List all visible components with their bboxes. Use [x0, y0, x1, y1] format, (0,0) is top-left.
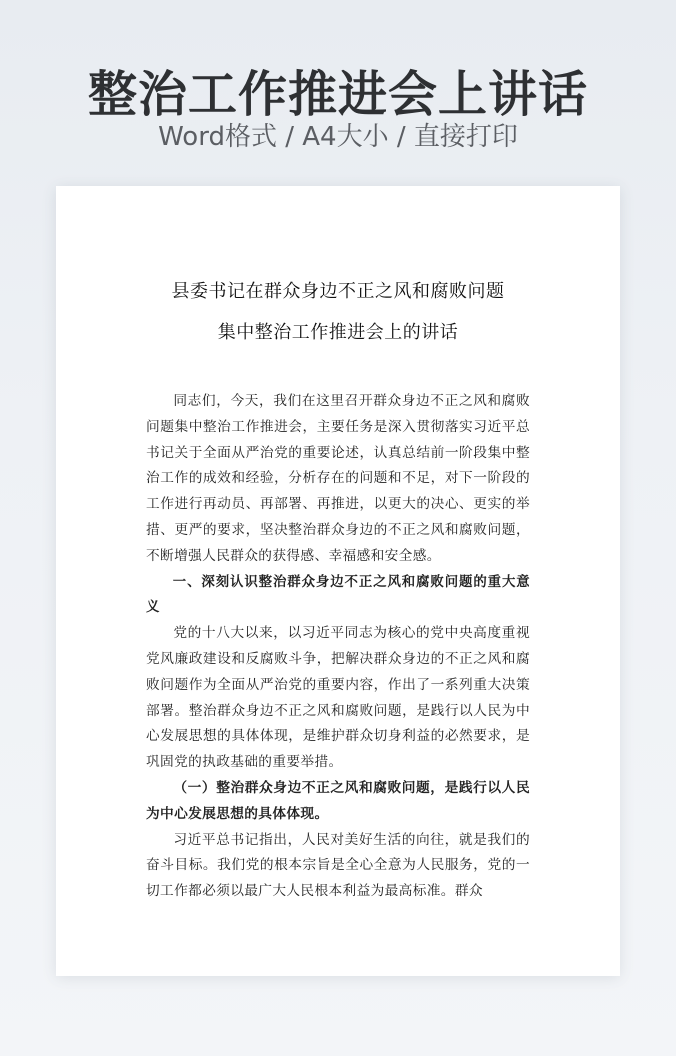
subsection-heading-1: （一）整治群众身边不正之风和腐败问题，是践行以人民为中心发展思想的具体体现。 [146, 779, 530, 822]
document-title-line-2: 集中整治工作推进会上的讲话 [217, 322, 459, 343]
document-page [56, 186, 620, 976]
document-title-line-1: 县委书记在群众身边不正之风和腐败问题 [171, 281, 505, 302]
paragraph-section-1: 党的十八大以来，以习近平同志为核心的党中央高度重视党风廉政建设和反腐败斗争，把解决群众身边的不正之风和腐败问题作为全面从严治党的重要内容，作出了一系列重大决策部署。整治群众身边不正之风和腐败问题，是践行以人民为中心发展思想的具体体现，是维护群众切身利益的必然要求，是巩固党的执政基础的重要举措。 [146, 625, 530, 771]
document-content [146, 282, 530, 905]
banner-subtitle: Word格式 / A4大小 / 直接打印 [158, 122, 518, 152]
document-body [146, 389, 530, 905]
section-heading-1: 一、深刻认识整治群众身边不正之风和腐败问题的重大意义 [146, 574, 530, 616]
banner-title: 整治工作推进会上讲话 [87, 66, 588, 123]
paragraph-subsection-1: 习近平总书记指出，人民对美好生活的向往，就是我们的奋斗目标。我们党的根本宗旨是全心全意为人民服务，党的一切工作都必须以最广大人民根本利益为最高标准。群众 [146, 831, 530, 900]
banner [0, 0, 676, 185]
paragraph-intro: 同志们，今天，我们在这里召开群众身边不正之风和腐败问题集中整治工作推进会，主要任务是深入贯彻落实习近平总书记关于全面从严治党的重要论述，认真总结前一阶段集中整治工作的成效和经验，分析存在的问题和不足，对下一阶段的工作进行再动员、再部署、再推进，以更大的决心、更实的举措、更严的要求，坚决整治群众身边的不正之风和腐败问题，不断增强人民群众的获得感、幸福感和安全感。 [146, 393, 530, 564]
